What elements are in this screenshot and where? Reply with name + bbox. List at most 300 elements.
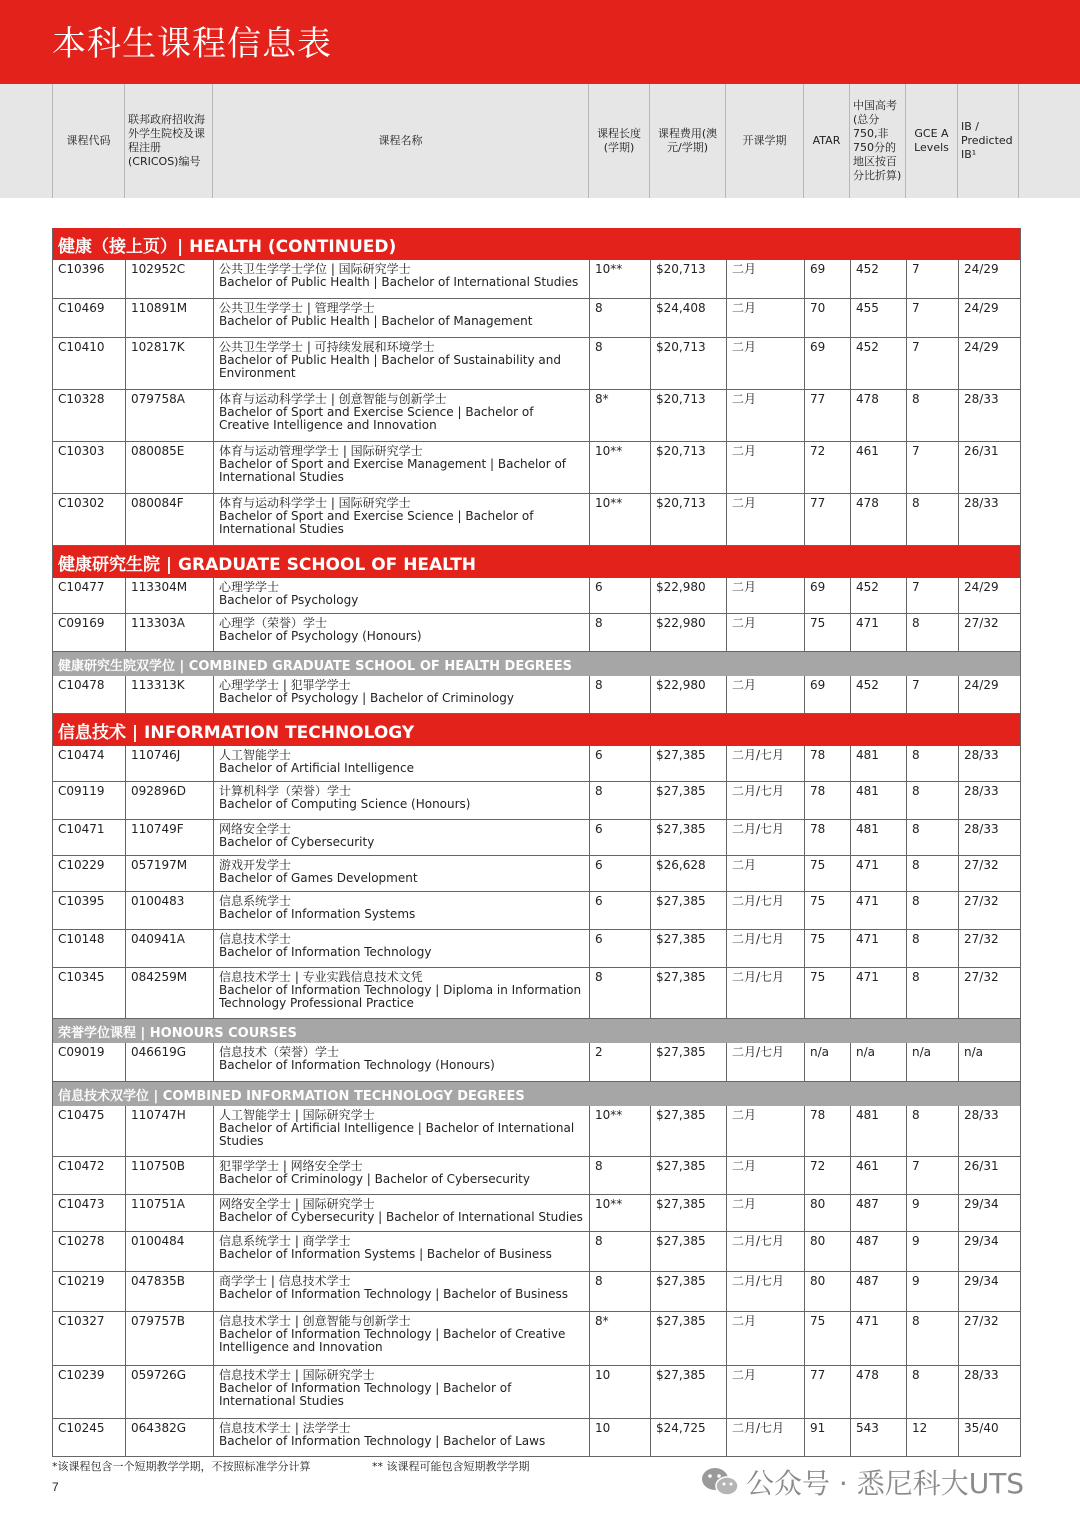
cell-duration: 6 xyxy=(589,930,650,967)
cell-ib: 24/29 xyxy=(958,578,1020,613)
cell-intake: 二月 xyxy=(726,442,804,493)
cell-atar: 77 xyxy=(804,1366,850,1418)
cell-cricos: 080084F xyxy=(125,494,213,545)
cell-gce: 7 xyxy=(906,578,958,613)
cell-gce: 7 xyxy=(906,260,958,298)
course-name-en: Bachelor of Information Technology xyxy=(219,945,432,959)
cell-code: C10472 xyxy=(58,1159,105,1173)
cell-ib: 28/33 xyxy=(958,390,1020,441)
title-banner xyxy=(0,0,1080,84)
table-row xyxy=(53,968,1020,1019)
cell-gaokao: 487 xyxy=(850,1195,906,1231)
cell-course-name xyxy=(213,676,589,713)
course-name-en: Bachelor of Artificial Intelligence | Bachelor of International Studies xyxy=(219,1121,575,1148)
cell-fee: $27,385 xyxy=(650,1043,726,1081)
cell-intake: 二月/七月 xyxy=(726,1043,804,1081)
table-row xyxy=(53,1312,1020,1366)
header-name: 课程名称 xyxy=(212,84,588,198)
cell-cricos: 110751A xyxy=(125,1195,213,1231)
cell-gaokao: 471 xyxy=(850,1312,906,1365)
course-name-en: Bachelor of Games Development xyxy=(219,871,418,885)
table-row xyxy=(53,1157,1020,1195)
cell-gaokao: 452 xyxy=(850,338,906,389)
course-name-zh: 信息技术（荣誉）学士 xyxy=(219,1045,340,1059)
cell-atar: 69 xyxy=(804,578,850,613)
cell-code: C10471 xyxy=(58,822,105,836)
cell-fee: $27,385 xyxy=(650,820,726,855)
cell-ib: 26/31 xyxy=(958,1157,1020,1194)
cell-intake: 二月/七月 xyxy=(726,1272,804,1311)
course-name-zh: 体育与运动科学学士 | 国际研究学士 xyxy=(219,496,411,510)
table-row xyxy=(53,892,1020,930)
course-name-zh: 商学学士 | 信息技术学士 xyxy=(219,1274,351,1288)
cell-ib: 26/31 xyxy=(958,442,1020,493)
cell-duration: 6 xyxy=(589,820,650,855)
course-name-zh: 犯罪学学士 | 网络安全学士 xyxy=(219,1159,363,1173)
cell-duration: 10** xyxy=(589,442,650,493)
cell-gaokao: 461 xyxy=(850,442,906,493)
cell-atar: 75 xyxy=(804,968,850,1018)
cell-course-name xyxy=(213,782,589,819)
cell-atar: 69 xyxy=(804,260,850,298)
cell-intake: 二月/七月 xyxy=(726,820,804,855)
watermark xyxy=(700,1462,1024,1502)
cell-duration: 6 xyxy=(589,856,650,891)
course-name-en: Bachelor of Cybersecurity xyxy=(219,835,375,849)
cell-fee: $27,385 xyxy=(650,1232,726,1271)
cell-fee: $27,385 xyxy=(650,930,726,967)
cell-course-name xyxy=(213,338,589,389)
cell-gaokao: 543 xyxy=(850,1419,906,1456)
cell-gaokao: 471 xyxy=(850,930,906,967)
cell-code: C10328 xyxy=(58,392,105,406)
cell-intake: 二月 xyxy=(726,1157,804,1194)
cell-course-name xyxy=(213,1272,589,1311)
cell-course-name xyxy=(213,299,589,337)
cell-duration: 8 xyxy=(589,1232,650,1271)
table-row xyxy=(53,820,1020,856)
cell-fee: $20,713 xyxy=(650,260,726,298)
cell-gce: 9 xyxy=(906,1195,958,1231)
cell-atar: 80 xyxy=(804,1232,850,1271)
cell-cricos: 080085E xyxy=(125,442,213,493)
cell-gce: 7 xyxy=(906,676,958,713)
table-row xyxy=(53,1366,1020,1419)
course-name-zh: 公共卫生学学士 | 可持续发展和环境学士 xyxy=(219,340,435,354)
cell-code: C10245 xyxy=(58,1421,105,1435)
cell-cricos: 0100483 xyxy=(125,892,213,929)
cell-atar: 69 xyxy=(804,338,850,389)
cell-fee: $20,713 xyxy=(650,390,726,441)
cell-code: C09169 xyxy=(58,616,105,630)
cell-gce: 9 xyxy=(906,1232,958,1271)
cell-intake: 二月 xyxy=(726,338,804,389)
course-name-zh: 信息技术学士 | 专业实践信息技术文凭 xyxy=(219,970,423,984)
cell-cricos: 057197M xyxy=(125,856,213,891)
cell-cricos: 102817K xyxy=(125,338,213,389)
cell-cricos: 110750B xyxy=(125,1157,213,1194)
cell-gce: 8 xyxy=(906,494,958,545)
course-name-en: Bachelor of Sport and Exercise Science | Bachelor of International Studies xyxy=(219,509,534,536)
table-row xyxy=(53,1272,1020,1312)
cell-gaokao: 455 xyxy=(850,299,906,337)
cell-ib: n/a xyxy=(958,1043,1020,1081)
page-title: 本科生课程信息表 xyxy=(52,24,332,64)
cell-gce: 8 xyxy=(906,892,958,929)
course-name-en: Bachelor of Public Health | Bachelor of Sustainability and Environment xyxy=(219,353,561,380)
cell-fee: $26,628 xyxy=(650,856,726,891)
table-row xyxy=(53,299,1020,338)
cell-code: C10303 xyxy=(58,444,105,458)
cell-atar: 78 xyxy=(804,782,850,819)
column-header-bar xyxy=(0,84,1080,198)
cell-code: C10148 xyxy=(58,932,105,946)
cell-intake: 二月 xyxy=(726,494,804,545)
cell-code: C10395 xyxy=(58,894,105,908)
cell-intake: 二月 xyxy=(726,578,804,613)
course-name-en: Bachelor of Information Technology | Diploma in Information Technology Professional Practice xyxy=(219,983,582,1010)
cell-code: C09119 xyxy=(58,784,105,798)
cell-course-name xyxy=(213,1312,589,1365)
cell-fee: $27,385 xyxy=(650,746,726,781)
header-gce: GCE A Levels xyxy=(905,84,957,198)
header-code: 课程代码 xyxy=(52,84,124,198)
cell-intake: 二月/七月 xyxy=(726,892,804,929)
cell-cricos: 0100484 xyxy=(125,1232,213,1271)
cell-ib: 28/33 xyxy=(958,1366,1020,1418)
course-name-en: Bachelor of Cybersecurity | Bachelor of International Studies xyxy=(219,1210,583,1224)
cell-gce: 9 xyxy=(906,1272,958,1311)
cell-ib: 28/33 xyxy=(958,746,1020,781)
course-name-zh: 信息技术学士 xyxy=(219,932,292,946)
course-name-en: Bachelor of Psychology xyxy=(219,593,359,607)
cell-code: C10219 xyxy=(58,1274,105,1288)
cell-ib: 29/34 xyxy=(958,1232,1020,1271)
cell-gce: 8 xyxy=(906,782,958,819)
cell-cricos: 110747H xyxy=(125,1106,213,1156)
cell-fee: $27,385 xyxy=(650,1272,726,1311)
cell-gaokao: 471 xyxy=(850,856,906,891)
cell-gce: 12 xyxy=(906,1419,958,1456)
course-name-zh: 信息技术学士 | 创意智能与创新学士 xyxy=(219,1314,411,1328)
cell-fee: $27,385 xyxy=(650,892,726,929)
cell-gaokao: n/a xyxy=(850,1043,906,1081)
cell-atar: 78 xyxy=(804,820,850,855)
cell-atar: 78 xyxy=(804,1106,850,1156)
course-name-en: Bachelor of Public Health | Bachelor of Management xyxy=(219,314,533,328)
cell-ib: 28/33 xyxy=(958,820,1020,855)
cell-ib: 29/34 xyxy=(958,1272,1020,1311)
cell-code: C10239 xyxy=(58,1368,105,1382)
table-row xyxy=(53,1419,1020,1457)
section-header: 信息技术 | INFORMATION TECHNOLOGY xyxy=(53,714,1020,746)
table-row xyxy=(53,1195,1020,1232)
cell-course-name xyxy=(213,1043,589,1081)
cell-ib: 35/40 xyxy=(958,1419,1020,1456)
cell-atar: 75 xyxy=(804,892,850,929)
cell-cricos: 040941A xyxy=(125,930,213,967)
cell-gce: n/a xyxy=(906,1043,958,1081)
section-header: 荣誉学位课程 | HONOURS COURSES xyxy=(53,1019,1020,1043)
cell-gaokao: 452 xyxy=(850,578,906,613)
cell-duration: 10** xyxy=(589,494,650,545)
cell-gce: 8 xyxy=(906,1312,958,1365)
cell-ib: 27/32 xyxy=(958,614,1020,651)
table-row xyxy=(53,338,1020,390)
cell-duration: 6 xyxy=(589,578,650,613)
cell-intake: 二月/七月 xyxy=(726,968,804,1018)
cell-fee: $27,385 xyxy=(650,1157,726,1194)
cell-gce: 8 xyxy=(906,856,958,891)
cell-atar: 77 xyxy=(804,494,850,545)
cell-course-name xyxy=(213,1419,589,1456)
cell-course-name xyxy=(213,1366,589,1418)
course-name-en: Bachelor of Sport and Exercise Science | Bachelor of Creative Intelligence and Innovation xyxy=(219,405,534,432)
section-header: 健康研究生院双学位 | COMBINED GRADUATE SCHOOL OF HEALTH DEGREES xyxy=(53,652,1020,676)
cell-course-name xyxy=(213,820,589,855)
cell-duration: 8* xyxy=(589,1312,650,1365)
cell-cricos: 059726G xyxy=(125,1366,213,1418)
cell-atar: 69 xyxy=(804,676,850,713)
course-name-zh: 心理学学士 xyxy=(219,580,280,594)
header-ib: IB / Predicted IB¹ xyxy=(957,84,1019,198)
cell-intake: 二月/七月 xyxy=(726,746,804,781)
table-row xyxy=(53,614,1020,652)
cell-duration: 8 xyxy=(589,1157,650,1194)
cell-duration: 8 xyxy=(589,1272,650,1311)
cell-atar: 77 xyxy=(804,390,850,441)
table-row xyxy=(53,930,1020,968)
cell-ib: 29/34 xyxy=(958,1195,1020,1231)
cell-atar: 78 xyxy=(804,746,850,781)
cell-cricos: 084259M xyxy=(125,968,213,1018)
table-row xyxy=(53,1232,1020,1272)
cell-course-name xyxy=(213,892,589,929)
header-intake: 开课学期 xyxy=(725,84,803,198)
cell-atar: n/a xyxy=(804,1043,850,1081)
cell-cricos: 047835B xyxy=(125,1272,213,1311)
cell-gce: 8 xyxy=(906,968,958,1018)
cell-code: C10473 xyxy=(58,1197,105,1211)
cell-gaokao: 471 xyxy=(850,968,906,1018)
cell-cricos: 113303A xyxy=(125,614,213,651)
cell-atar: 75 xyxy=(804,930,850,967)
cell-course-name xyxy=(213,614,589,651)
course-name-en: Bachelor of Computing Science (Honours) xyxy=(219,797,471,811)
cell-gaokao: 481 xyxy=(850,820,906,855)
cell-ib: 24/29 xyxy=(958,676,1020,713)
cell-ib: 28/33 xyxy=(958,1106,1020,1156)
cell-course-name xyxy=(213,390,589,441)
cell-intake: 二月 xyxy=(726,1366,804,1418)
course-name-zh: 网络安全学士 | 国际研究学士 xyxy=(219,1197,375,1211)
cell-intake: 二月 xyxy=(726,1312,804,1365)
footnote-double-star: ** 该课程可能包含短期教学学期 xyxy=(372,1460,530,1473)
cell-course-name xyxy=(213,746,589,781)
header-cricos: 联邦政府招收海外学生院校及课程注册(CRICOS)编号 xyxy=(124,84,212,198)
cell-duration: 8 xyxy=(589,676,650,713)
cell-duration: 8 xyxy=(589,614,650,651)
course-name-zh: 人工智能学士 xyxy=(219,748,292,762)
cell-code: C10469 xyxy=(58,301,105,315)
table-row xyxy=(53,578,1020,614)
cell-code: C10302 xyxy=(58,496,105,510)
cell-code: C10477 xyxy=(58,580,105,594)
cell-duration: 8 xyxy=(589,338,650,389)
cell-cricos: 113313K xyxy=(125,676,213,713)
cell-intake: 二月 xyxy=(726,856,804,891)
cell-ib: 27/32 xyxy=(958,1312,1020,1365)
cell-duration: 8 xyxy=(589,968,650,1018)
cell-gaokao: 471 xyxy=(850,892,906,929)
course-name-zh: 游戏开发学士 xyxy=(219,858,292,872)
course-name-en: Bachelor of Artificial Intelligence xyxy=(219,761,414,775)
cell-course-name xyxy=(213,494,589,545)
table-row xyxy=(53,782,1020,820)
cell-gaokao: 478 xyxy=(850,1366,906,1418)
header-atar: ATAR xyxy=(803,84,849,198)
cell-gaokao: 481 xyxy=(850,782,906,819)
cell-course-name xyxy=(213,1232,589,1271)
cell-duration: 8 xyxy=(589,299,650,337)
cell-gaokao: 452 xyxy=(850,676,906,713)
course-name-zh: 信息系统学士 | 商学学士 xyxy=(219,1234,351,1248)
page-number: 7 xyxy=(52,1480,59,1494)
section-header: 信息技术双学位 | COMBINED INFORMATION TECHNOLOGY DEGREES xyxy=(53,1082,1020,1106)
cell-fee: $20,713 xyxy=(650,338,726,389)
cell-code: C10475 xyxy=(58,1108,105,1122)
cell-atar: 75 xyxy=(804,856,850,891)
cell-atar: 72 xyxy=(804,442,850,493)
course-name-en: Bachelor of Information Technology | Bachelor of Creative Intelligence and Innovation xyxy=(219,1327,566,1354)
cell-cricos: 102952C xyxy=(125,260,213,298)
cell-gce: 8 xyxy=(906,930,958,967)
cell-atar: 91 xyxy=(804,1419,850,1456)
course-name-en: Bachelor of Psychology (Honours) xyxy=(219,629,422,643)
course-name-zh: 公共卫生学学士学位 | 国际研究学士 xyxy=(219,262,411,276)
cell-course-name xyxy=(213,260,589,298)
cell-cricos: 046619G xyxy=(125,1043,213,1081)
cell-gaokao: 487 xyxy=(850,1272,906,1311)
cell-duration: 6 xyxy=(589,746,650,781)
header-fee: 课程费用(澳元/学期) xyxy=(649,84,725,198)
cell-fee: $27,385 xyxy=(650,782,726,819)
course-name-zh: 信息技术学士 | 法学学士 xyxy=(219,1421,351,1435)
cell-atar: 75 xyxy=(804,614,850,651)
course-name-zh: 计算机科学（荣誉）学士 xyxy=(219,784,352,798)
cell-ib: 28/33 xyxy=(958,782,1020,819)
cell-cricos: 079757B xyxy=(125,1312,213,1365)
cell-course-name xyxy=(213,442,589,493)
cell-gce: 7 xyxy=(906,299,958,337)
cell-fee: $24,725 xyxy=(650,1419,726,1456)
header-duration: 课程长度(学期) xyxy=(588,84,649,198)
cell-fee: $22,980 xyxy=(650,676,726,713)
cell-fee: $20,713 xyxy=(650,494,726,545)
cell-intake: 二月 xyxy=(726,1195,804,1231)
cell-atar: 80 xyxy=(804,1195,850,1231)
cell-ib: 24/29 xyxy=(958,260,1020,298)
cell-fee: $27,385 xyxy=(650,1366,726,1418)
cell-cricos: 110749F xyxy=(125,820,213,855)
cell-duration: 8 xyxy=(589,782,650,819)
cell-atar: 75 xyxy=(804,1312,850,1365)
cell-atar: 70 xyxy=(804,299,850,337)
cell-fee: $27,385 xyxy=(650,968,726,1018)
course-name-en: Bachelor of Sport and Exercise Management | Bachelor of International Studies xyxy=(219,457,567,484)
cell-gce: 7 xyxy=(906,338,958,389)
course-name-en: Bachelor of Information Technology (Honours) xyxy=(219,1058,495,1072)
course-name-zh: 公共卫生学学士 | 管理学学士 xyxy=(219,301,375,315)
cell-ib: 24/29 xyxy=(958,338,1020,389)
cell-intake: 二月/七月 xyxy=(726,930,804,967)
cell-intake: 二月/七月 xyxy=(726,782,804,819)
cell-code: C10345 xyxy=(58,970,105,984)
cell-gaokao: 478 xyxy=(850,390,906,441)
cell-code: C10278 xyxy=(58,1234,105,1248)
cell-code: C10474 xyxy=(58,748,105,762)
cell-duration: 6 xyxy=(589,892,650,929)
cell-ib: 24/29 xyxy=(958,299,1020,337)
cell-intake: 二月 xyxy=(726,299,804,337)
cell-cricos: 113304M xyxy=(125,578,213,613)
cell-fee: $24,408 xyxy=(650,299,726,337)
course-name-en: Bachelor of Information Technology | Bachelor of International Studies xyxy=(219,1381,512,1408)
course-name-zh: 信息技术学士 | 国际研究学士 xyxy=(219,1368,375,1382)
table-row xyxy=(53,1043,1020,1082)
cell-cricos: 110746J xyxy=(125,746,213,781)
cell-gaokao: 452 xyxy=(850,260,906,298)
cell-fee: $27,385 xyxy=(650,1195,726,1231)
course-name-zh: 心理学学士 | 犯罪学学士 xyxy=(219,678,351,692)
cell-course-name xyxy=(213,578,589,613)
table-row xyxy=(53,494,1020,546)
table-row xyxy=(53,260,1020,299)
cell-gaokao: 461 xyxy=(850,1157,906,1194)
cell-duration: 10** xyxy=(589,1195,650,1231)
cell-course-name xyxy=(213,856,589,891)
cell-course-name xyxy=(213,1157,589,1194)
cell-fee: $27,385 xyxy=(650,1106,726,1156)
course-name-en: Bachelor of Criminology | Bachelor of Cybersecurity xyxy=(219,1172,530,1186)
header-gaokao: 中国高考(总分750,非750分的地区按百分比折算) xyxy=(849,84,905,198)
cell-duration: 10 xyxy=(589,1419,650,1456)
course-name-zh: 体育与运动科学学士 | 创意智能与创新学士 xyxy=(219,392,447,406)
cell-ib: 27/32 xyxy=(958,930,1020,967)
cell-duration: 10 xyxy=(589,1366,650,1418)
cell-cricos: 079758A xyxy=(125,390,213,441)
wechat-icon xyxy=(700,1465,740,1499)
course-name-en: Bachelor of Information Technology | Bachelor of Business xyxy=(219,1287,569,1301)
cell-cricos: 064382G xyxy=(125,1419,213,1456)
cell-gce: 8 xyxy=(906,1106,958,1156)
cell-gce: 7 xyxy=(906,1157,958,1194)
cell-duration: 8* xyxy=(589,390,650,441)
cell-ib: 27/32 xyxy=(958,968,1020,1018)
cell-intake: 二月 xyxy=(726,614,804,651)
course-name-zh: 网络安全学士 xyxy=(219,822,292,836)
cell-atar: 80 xyxy=(804,1272,850,1311)
cell-duration: 10** xyxy=(589,1106,650,1156)
cell-intake: 二月 xyxy=(726,390,804,441)
cell-course-name xyxy=(213,968,589,1018)
cell-atar: 72 xyxy=(804,1157,850,1194)
cell-code: C10410 xyxy=(58,340,105,354)
cell-code: C10478 xyxy=(58,678,105,692)
table-row xyxy=(53,856,1020,892)
cell-duration: 2 xyxy=(589,1043,650,1081)
cell-course-name xyxy=(213,1106,589,1156)
